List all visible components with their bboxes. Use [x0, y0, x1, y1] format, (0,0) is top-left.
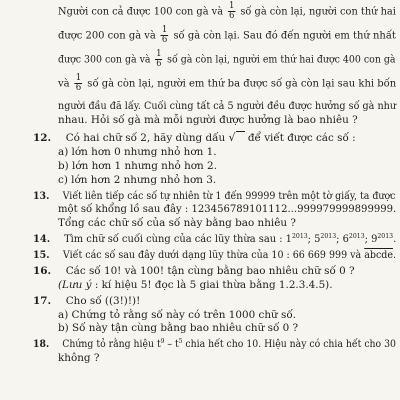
p12-item-a: a) lớn hơn 0 nhưng nhỏ hơn 1. — [58, 146, 217, 158]
p11-line-3: được 300 con gà và $\frac{1}{6}$ số gà còn lại, người em thứ hai được 400 con gà — [58, 49, 396, 69]
overlined-abcde: abcde — [364, 249, 393, 261]
fraction-one-sixth: $\frac{1}{6}$ — [75, 73, 82, 93]
p11-line-5: người đầu đã lấy. Cuối cùng tất cả 5 người đều được hưởng số gà như — [58, 100, 397, 112]
problem-number: 16. — [33, 265, 52, 277]
square-root-sign: √ — [229, 132, 245, 144]
problem-number: 12. — [33, 132, 52, 144]
p17-item-b: b) Số này tận cùng bằng bao nhiêu chữ số 0 ? — [58, 322, 299, 334]
problem-number: 14. — [33, 233, 51, 245]
fraction-one-sixth: $\frac{1}{6}$ — [156, 49, 162, 69]
p18-line-2: không ? — [58, 352, 100, 364]
p11-line-6: nhau. Hỏi số gà mà mỗi người được hưởng là bao nhiêu ? — [58, 114, 358, 126]
p12-item-c: c) lớn hơn 2 nhưng nhỏ hơn 3. — [58, 174, 217, 186]
p15-line: 15. Viết các số sau đây dưới dạng lũy thừa của 10 : 66 669 999 và abcde. — [33, 249, 397, 261]
p13-line-1: 13. Viết liên tiếp các số tự nhiên từ 1 đến 99999 trên một tờ giấy, ta được — [33, 190, 396, 202]
fraction-one-sixth: $\frac{1}{6}$ — [161, 25, 168, 45]
p13-line-3: Tổng các chữ số của số này bằng bao nhiêu ? — [58, 217, 296, 229]
p17-heading: 17. Cho số ((3!)!)! — [33, 295, 141, 307]
p16-line-1: 16. Các số 10! và 100! tận cùng bằng bao nhiêu chữ số 0 ? — [33, 265, 355, 277]
p11-line-1 — [58, 2, 396, 21]
p11-text: số gà còn lại, người con thứ hai — [240, 5, 396, 18]
p11-line-2: được 200 con gà và $\frac{1}{6}$ số gà còn lại. Sau đó đến người em thứ nhất — [58, 25, 396, 45]
p16-note: (Lưu ý : kí hiệu 5! đọc là 5 giai thừa bằng 1.2.3.4.5). — [58, 279, 333, 291]
p17-item-a: a) Chứng tỏ rằng số này có trên 1000 chữ số. — [58, 309, 297, 321]
p18-line-1: 18. Chứng tỏ rằng hiệu $t^9 - t^5$ chia hết cho 10. Hiệu này có chia hết cho 30 — [33, 337, 396, 350]
problem-number: 13. — [33, 190, 50, 202]
p11-text: Người con cả được 100 con gà và — [58, 5, 224, 18]
problem-number: 15. — [33, 249, 50, 261]
fraction-one-sixth: $\frac{1}{6}$ — [229, 1, 235, 21]
problem-number: 18. — [33, 338, 50, 350]
p11-line-4: và $\frac{1}{6}$ số gà còn lại, người em thứ ba được số gà còn lại sau khi bốn — [58, 73, 397, 93]
p12-heading: 12. Có hai chữ số 2, hãy dùng dấu √ để viết được các số : — [33, 131, 356, 144]
problem-number: 17. — [33, 295, 52, 307]
p12-item-b: b) lớn hơn 1 nhưng nhỏ hơn 2. — [58, 160, 217, 172]
p13-line-2: một số khổng lồ sau đây : 123456789101112...999979999899999. — [58, 203, 397, 215]
p14-line: 14. Tìm chữ số cuối cùng của các lũy thừa sau : $1^{2013}$; $5^{2013}$; $6^{2013}$; $9^{2013}$. — [33, 232, 397, 245]
